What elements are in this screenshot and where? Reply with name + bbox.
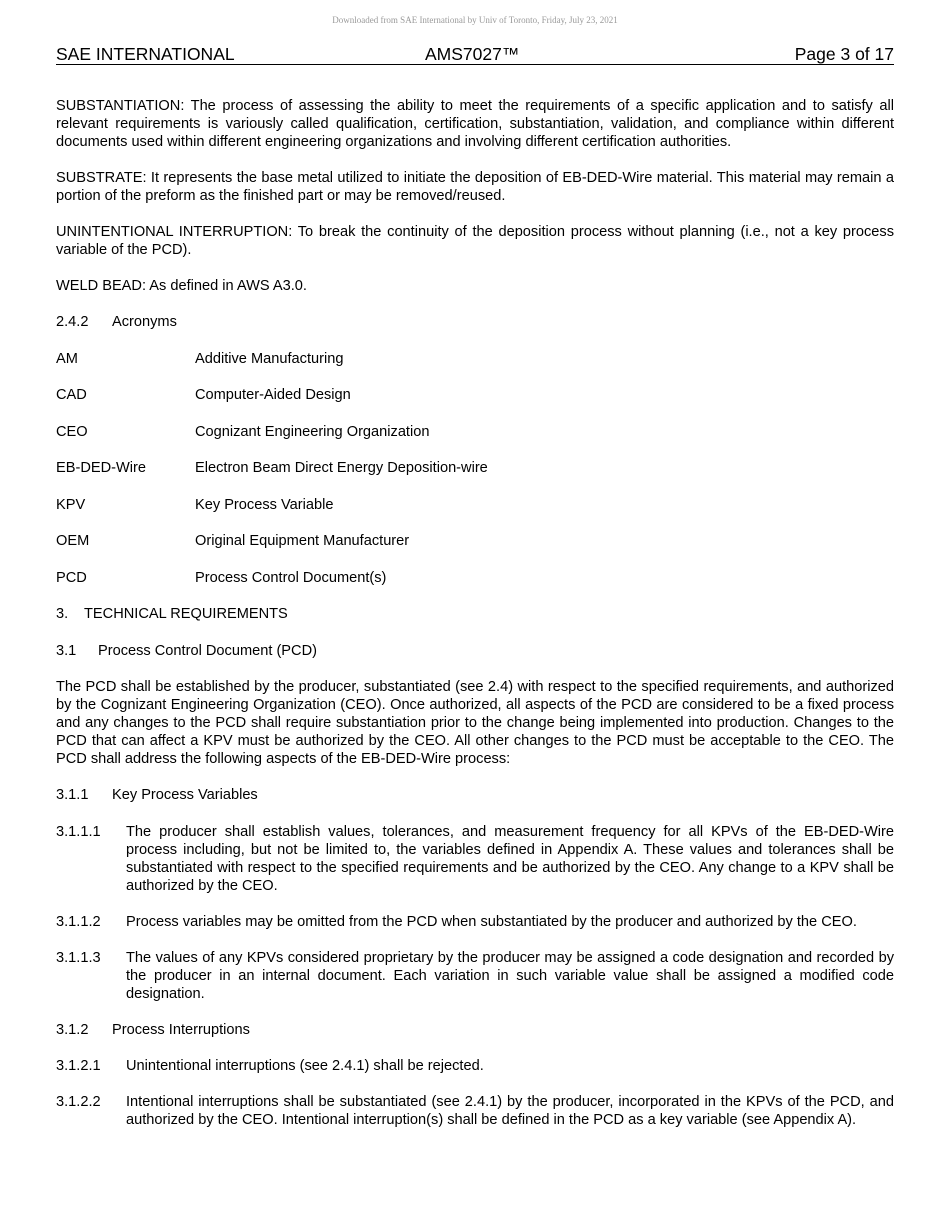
acronym-meaning: Cognizant Engineering Organization [195,423,430,440]
acronyms-heading [56,313,894,331]
clause-number: 3.1.1.3 [56,949,101,966]
acronym-row [56,496,894,514]
clause-3-1-2-1 [56,1057,894,1075]
section-3-1-heading [56,642,894,660]
acronym-row [56,532,894,550]
clause-3-1-1-2 [56,913,894,931]
clause-3-1-1-3 [56,949,894,1003]
clause-number: 3.1.1.1 [56,823,101,840]
section-number: 2.4.2 [56,314,89,330]
acronym-meaning: Electron Beam Direct Energy Deposition-wire [195,460,488,476]
clause-number: 3.1.2.1 [56,1058,101,1074]
section-number: 3. [56,606,69,622]
clause-number: 3.1.2.2 [56,1094,101,1110]
acronym-abbr: KPV [56,496,86,513]
section-3-heading [56,605,894,623]
download-watermark: Downloaded from SAE International by Univ of Toronto, Friday, July 23, 2021 [332,15,618,25]
clause-number: 3.1.1.2 [56,913,101,930]
acronym-row [56,569,894,587]
acronym-row [56,459,894,477]
acronym-meaning: Computer-Aided Design [195,387,351,403]
clause-text: Process variables may be omitted from the PCD when substantiated by the producer and authorized by the CEO. [126,913,857,930]
acronym-row [56,423,894,441]
publisher-name: SAE INTERNATIONAL [56,44,235,64]
section-title: TECHNICAL REQUIREMENTS [84,606,288,622]
clause-text: The producer shall establish values, tolerances, and measurement frequency for all KPVs of the EB-DED-Wire process including, but not be limited to, the variables defined in Appendix A. These values and tolerances shall be substantiated with respect to the specified requirements and be authorized by the CEO. Any change to a KPV shall be authorized by the CEO. [126,823,894,894]
document-number: AMS7027™ [425,44,520,64]
acronym-meaning: Additive Manufacturing [195,350,344,367]
acronym-meaning: Original Equipment Manufacturer [195,533,410,549]
page-body [56,97,894,1147]
section-number: 3.1 [56,642,77,659]
acronym-abbr: CAD [56,387,87,403]
page-number: Page 3 of 17 [794,44,894,64]
section-title: Key Process Variables [112,787,258,803]
acronym-meaning: Key Process Variable [195,496,334,513]
page-header [56,44,894,65]
acronym-abbr: CEO [56,423,88,440]
section-3-1-paragraph: The PCD shall be established by the producer, substantiated (see 2.4) with respect to the specified requirements, and authorized by the Cognizant Engineering Organization (CEO). Once authorized, all aspects of the PCD are considered to be a fixed process and any changes to the PCD shall require substantiation prior to the change being implemented into production. Changes to the PCD that can affect a KPV must be authorized by the CEO. All other changes to the PCD must be acceptable to the CEO. The PCD shall address the following aspects of the EB-DED-Wire process: [56,679,894,767]
clause-text: Unintentional interruptions (see 2.4.1) shall be rejected. [126,1058,484,1074]
clause-text: The values of any KPVs considered proprietary by the producer may be assigned a code designation and recorded by the producer in an internal document. Each variation in such variable value shall be assigned a modified code designation. [126,949,894,1002]
section-number: 3.1.1 [56,787,89,803]
definition-weld-bead: WELD BEAD: As defined in AWS A3.0. [56,278,307,294]
definition-substrate: SUBSTRATE: It represents the base metal utilized to initiate the deposition of EB-DED-Wire material. This material may remain a portion of the preform as the finished part or may be removed/reused. [56,170,894,204]
clause-3-1-1-1 [56,823,894,895]
clause-text: Intentional interruptions shall be substantiated (see 2.4.1) by the producer, incorporated in the KPVs of the PCD, and authorized by the CEO. Intentional interruption(s) shall be defined in the PCD as a key variable (see Appendix A). [126,1094,894,1128]
definition-unintentional-interruption: UNINTENTIONAL INTERRUPTION: To break the continuity of the deposition process without planning (i.e., not a key process variable of the PCD). [56,224,894,258]
section-title: Process Interruptions [112,1021,250,1038]
acronym-abbr: PCD [56,569,87,586]
definition-substantiation: SUBSTANTIATION: The process of assessing the ability to meet the requirements of a specific application and to satisfy all relevant requirements is variously called qualification, certification, substantiation, validation, and compliance within different documents used within different engineering organizations and involving different certification authorities. [56,98,894,150]
section-number: 3.1.2 [56,1021,89,1038]
acronym-abbr: OEM [56,533,90,549]
section-title: Acronyms [112,314,177,330]
acronym-meaning: Process Control Document(s) [195,569,387,586]
section-3-1-2-heading [56,1021,894,1039]
acronym-row [56,350,894,368]
acronym-row [56,386,894,404]
acronym-abbr: EB-DED-Wire [56,460,146,476]
acronym-abbr: AM [56,350,78,367]
clause-3-1-2-2 [56,1093,894,1129]
section-title: Process Control Document (PCD) [98,642,317,659]
section-3-1-1-heading [56,786,894,804]
